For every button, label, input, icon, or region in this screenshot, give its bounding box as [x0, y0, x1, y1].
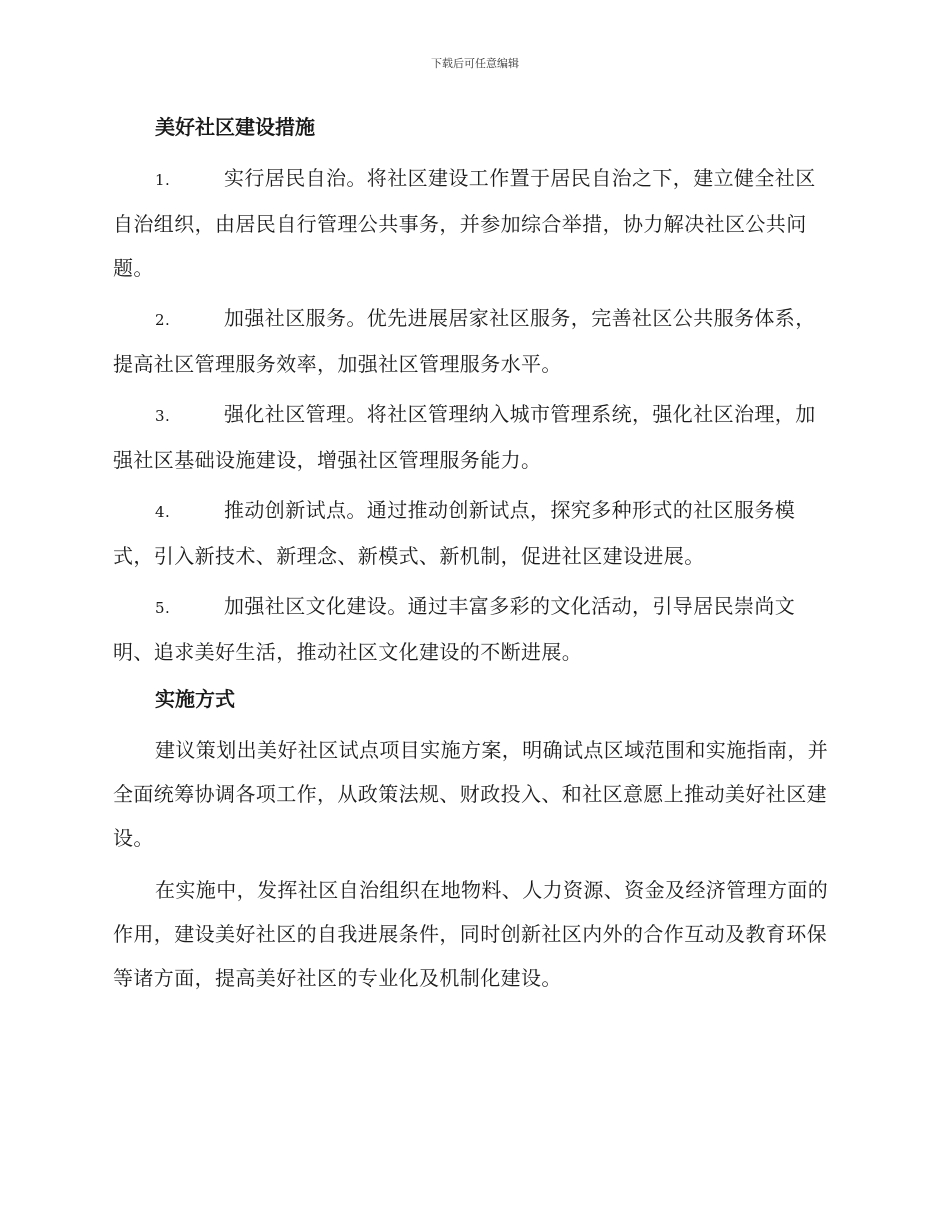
list-item: [113, 296, 835, 386]
body-paragraph: 在实施中，发挥社区自治组织在地物料、人力资源、资金及经济管理方面的作用，建设美好社区的自我进展条件，同时创新社区内外的合作互动及教育环保等诸方面，提高美好社区的专业化及机制化建设。: [113, 878, 829, 990]
list-item-number: 4.: [155, 503, 171, 521]
list-item-text: 强化社区管理。将社区管理纳入城市管理系统，强化社区治理，加强社区基础设施建设，增强社区管理服务能力。: [113, 402, 816, 472]
section-heading-measures: 美好社区建设措施: [155, 115, 315, 139]
header-note: 下载后可任意编辑: [431, 57, 519, 70]
list-item-text: 推动创新试点。通过推动创新试点，探究多种形式的社区服务模式，引入新技术、新理念、新模式、新机制，促进社区建设进展。: [113, 498, 796, 568]
list-item-text: 加强社区服务。优先进展居家社区服务，完善社区公共服务体系，提高社区管理服务效率，加强社区管理服务水平。: [113, 306, 816, 376]
list-item: [113, 392, 835, 482]
list-item: [113, 156, 835, 290]
list-item-number: 5.: [155, 599, 171, 617]
list-item-number: 3.: [155, 407, 171, 425]
section-heading-implementation: 实施方式: [155, 687, 235, 711]
document-body: [113, 108, 835, 1008]
body-paragraph: 建议策划出美好社区试点项目实施方案，明确试点区域范围和实施指南，并全面统筹协调各项工作，从政策法规、财政投入、和社区意愿上推动美好社区建设。: [113, 738, 829, 850]
list-item-number: 1.: [155, 171, 171, 189]
list-item: [113, 584, 835, 674]
list-item-text: 加强社区文化建设。通过丰富多彩的文化活动，引导居民崇尚文明、追求美好生活，推动社区文化建设的不断进展。: [113, 594, 796, 664]
list-item: [113, 488, 835, 578]
list-item-number: 2.: [155, 311, 171, 329]
list-item-text: 实行居民自治。将社区建设工作置于居民自治之下，建立健全社区自治组织，由居民自行管理公共事务，并参加综合举措，协力解决社区公共问题。: [113, 166, 816, 280]
